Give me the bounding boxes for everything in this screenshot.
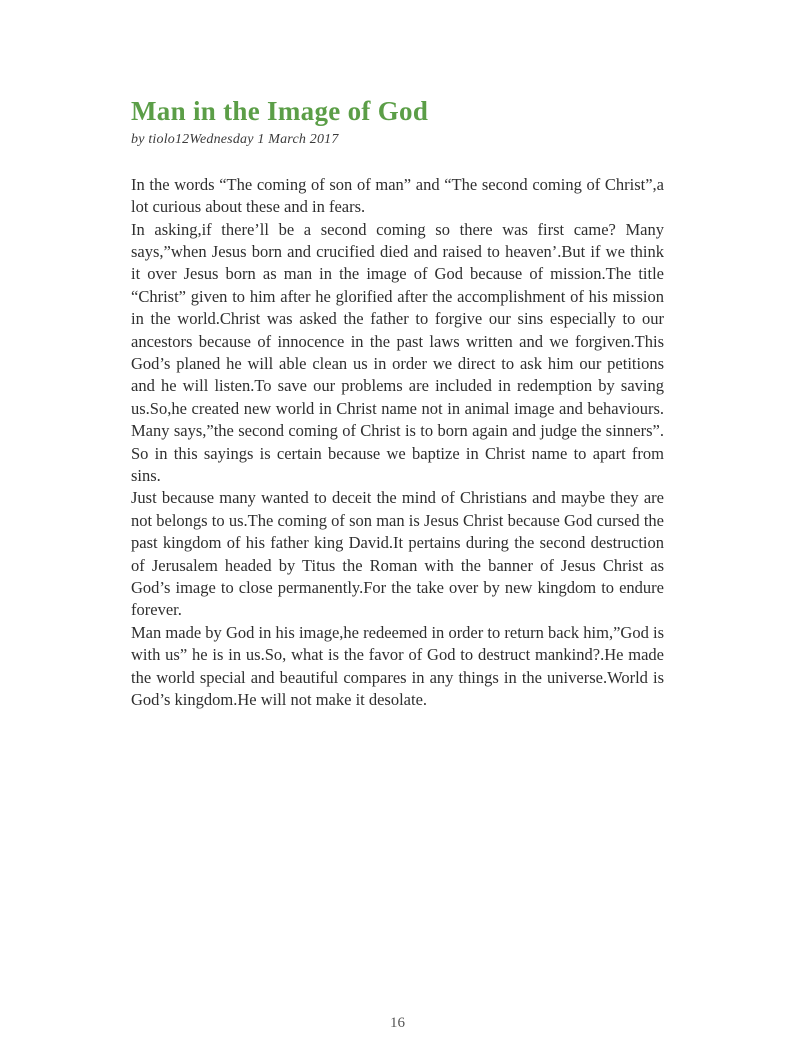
- article-body: [131, 174, 664, 712]
- article-title: Man in the Image of God: [131, 96, 429, 126]
- paragraph-4: Man made by God in his image,he redeemed in order to return back him,”God is with us” he is in us.So, what is the favor of God to destruct mankind?.He made the world special and beautiful compares in any things in the universe.World is God’s kingdom.He will not make it desolate.: [131, 622, 664, 710]
- paragraph-2: In asking,if there’ll be a second coming so there was first came? Many says,”when Jesus born and crucified died and raised to heaven’.But if we think it over Jesus born as man in the image of God because of mission.The title “Christ” given to him after he glorified after the accomplishment of his mission in the world.Christ was asked the father to forgive our sins especially to our ancestors because of innocence in the past laws written and we forgiven.This God’s planed he will able clean us in order we direct to ask him our petitions and he will listen.To save our problems are included in redemption by saving us.So,he created new world in Christ name not in animal image and behaviours. Many says,”the second coming of Christ is to born again and judge the sinners”. So in this sayings is certain because we baptize in Christ name to apart from sins.: [131, 219, 664, 485]
- page-number: 16: [390, 1015, 405, 1031]
- article-byline: by tiolo12Wednesday 1 March 2017: [131, 131, 339, 147]
- paragraph-1: In the words “The coming of son of man” and “The second coming of Christ”,a lot curious about these and in fears.: [131, 174, 664, 217]
- article: [131, 97, 664, 711]
- paragraph-3: Just because many wanted to deceit the mind of Christians and maybe they are not belongs to us.The coming of son man is Jesus Christ because God cursed the past kingdom of his father king David.It pertains during the second destruction of Jerusalem headed by Titus the Roman with the banner of Jesus Christ as God’s image to close permanently.For the take over by new kingdom to endure forever.: [131, 488, 664, 620]
